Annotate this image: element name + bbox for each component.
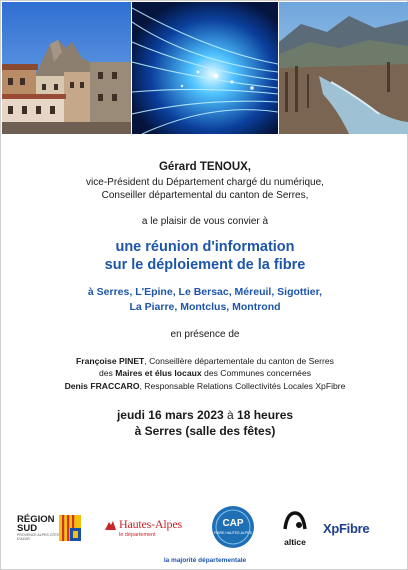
guest-3-role: , Responsable Relations Collectivités Locales XpFibre <box>139 380 346 391</box>
headline-line-2: sur le déploiement de la fibre <box>104 257 306 273</box>
guest-line-1 <box>1 355 408 368</box>
river-photo <box>279 2 408 134</box>
presence-text: en présence de <box>170 329 240 340</box>
altice-logo-text: altice <box>284 537 306 547</box>
event-date <box>1 407 408 423</box>
hautes-alpes-logo <box>105 517 197 538</box>
event-date-time: 18 heures <box>237 408 294 422</box>
majorite-departementale-caption: la majorité départementale <box>163 557 247 564</box>
region-logo-subtitle: PROVENCE ALPES CÔTE D'AZUR <box>17 533 60 541</box>
cap-logo-subtitle: FIBRE HAUTES-ALPES <box>214 531 252 535</box>
guest-2-bold: Maires et élus locaux <box>115 368 202 378</box>
guest-line-2 <box>1 367 408 380</box>
hautes-alpes-mountain-icon <box>105 519 116 530</box>
host-name: Gérard TENOUX, <box>158 161 252 173</box>
hautes-alpes-title: Hautes-Alpes <box>119 517 182 531</box>
altice-mark-icon <box>283 511 307 531</box>
region-logo-line-1: RÉGION <box>17 514 55 525</box>
guest-1-name: Françoise PINET <box>76 355 145 366</box>
guest-2-suffix: des Communes concernées <box>201 368 312 378</box>
guest-3-name: Denis FRACCARO <box>64 380 140 391</box>
guest-2-prefix: des <box>98 368 116 378</box>
region-logo-line-2: SUD <box>17 523 38 534</box>
event-date-day: jeudi 16 mars 2023 <box>116 408 224 422</box>
communes-line-1: à Serres, L'Epine, Le Bersac, Méreuil, Sigottier, <box>87 286 323 298</box>
region-flag-icon <box>59 515 81 541</box>
guest-1-role: , Conseillère départementale du canton de Serres <box>144 355 334 366</box>
hautes-alpes-subtitle: le département <box>119 532 156 538</box>
event-date-connector: à <box>223 408 238 422</box>
cap-fibre-logo <box>211 505 255 549</box>
altice-logo <box>276 511 314 547</box>
xpfibre-logo-text: XpFibre <box>323 521 370 536</box>
cap-logo-text: CAP <box>222 518 244 529</box>
fiber-optic-photo <box>132 2 278 134</box>
photo-banner <box>2 2 408 134</box>
xpfibre-logo <box>323 521 393 536</box>
partner-logos <box>1 503 408 553</box>
village-photo <box>2 2 131 134</box>
invite-text: a le plaisir de vous convier à <box>141 215 269 227</box>
host-role-2: Conseiller départemental du canton de Serres, <box>101 190 309 201</box>
communes-line-2: La Piarre, Montclus, Montrond <box>129 301 281 313</box>
host-role-1: vice-Président du Département chargé du numérique, <box>86 176 324 188</box>
headline-line-1: une réunion d'information <box>115 239 295 255</box>
guest-line-3 <box>1 380 408 393</box>
invitation-text <box>1 161 408 439</box>
event-location: à Serres (salle des fêtes) <box>134 424 276 438</box>
